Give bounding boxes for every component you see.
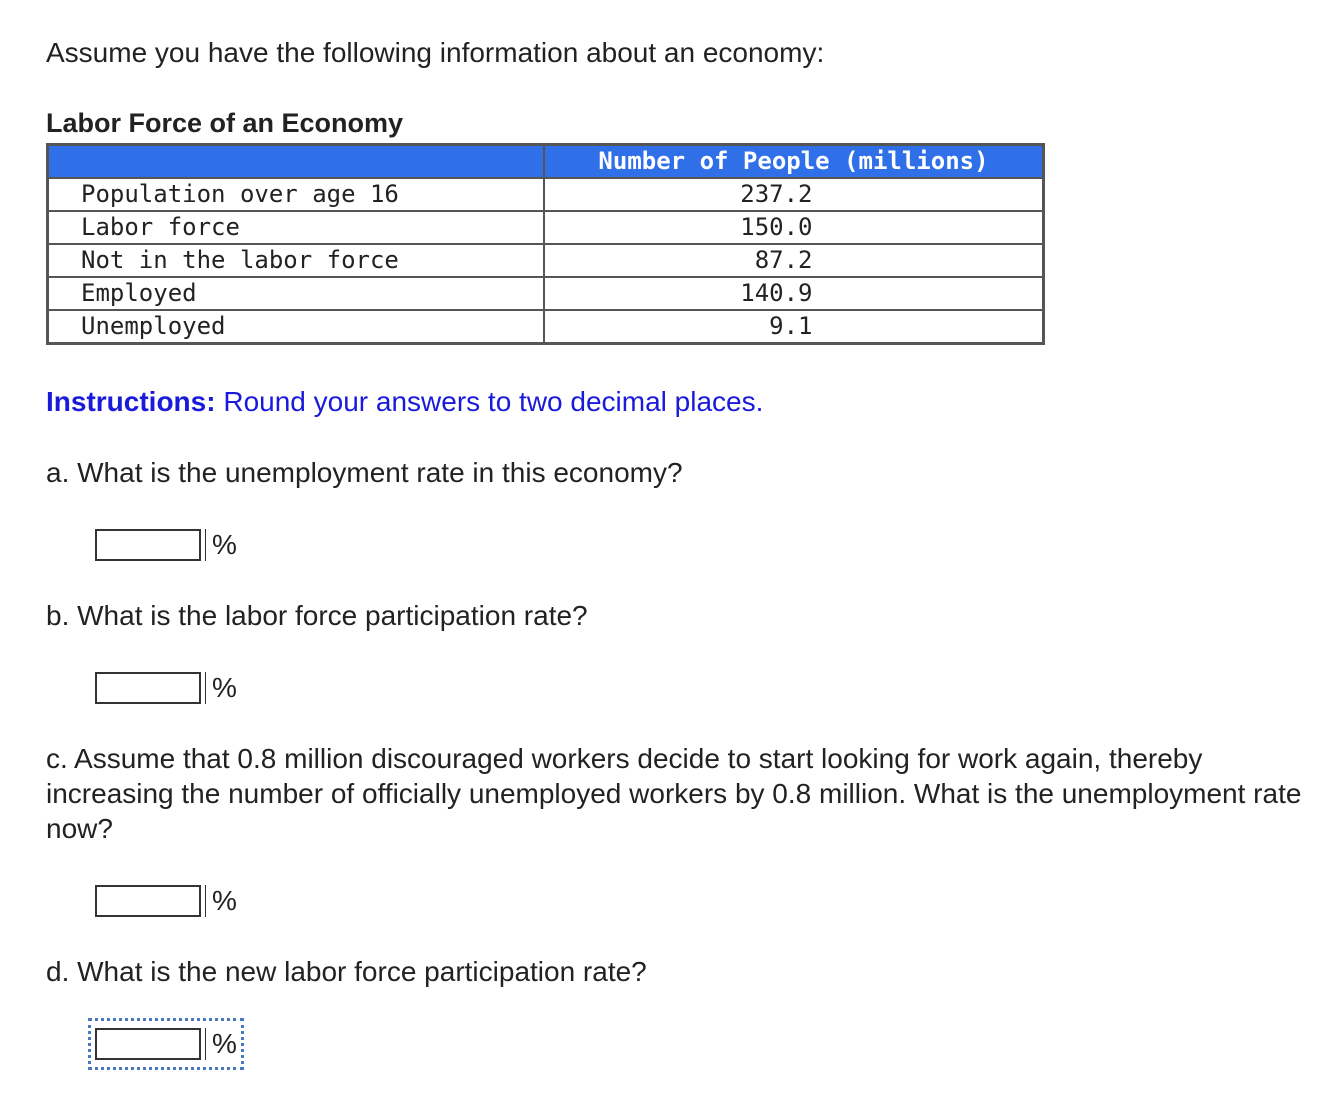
table-header-row [48, 145, 1043, 178]
labor-force-table [46, 143, 1045, 345]
answer-a-unit: % [212, 529, 237, 560]
row-label: Labor force [48, 211, 544, 244]
table-row [48, 244, 1043, 277]
answer-c-divider [205, 885, 206, 917]
row-value: 237.2 [740, 180, 813, 208]
row-label: Employed [48, 277, 544, 310]
answer-b [95, 669, 237, 707]
answer-b-input[interactable] [95, 672, 201, 704]
row-label: Population over age 16 [48, 178, 544, 211]
table-row [48, 178, 1043, 211]
row-value: 150.0 [740, 213, 813, 241]
instructions [46, 385, 763, 419]
question-b-prompt: b. What is the labor force participation rate? [46, 600, 588, 631]
question-c-prompt: c. Assume that 0.8 million discouraged workers decide to start looking for work again, thereby increasing the number of officially unemployed workers by 0.8 million. What is the unemployment rate now? [46, 743, 1302, 844]
instructions-lead: Instructions: [46, 386, 216, 417]
answer-d-divider [205, 1028, 206, 1060]
row-label: Unemployed [48, 310, 544, 343]
table-header-blank [48, 145, 544, 178]
row-value: 87.2 [754, 246, 813, 274]
answer-c [95, 882, 237, 920]
answer-c-input[interactable] [95, 885, 201, 917]
answer-b-divider [205, 672, 206, 704]
row-label: Not in the labor force [48, 244, 544, 277]
table-row [48, 211, 1043, 244]
table-row [48, 310, 1043, 343]
table-row [48, 277, 1043, 310]
intro-text: Assume you have the following information about an economy: [46, 37, 825, 68]
answer-b-unit: % [212, 672, 237, 703]
instructions-text: Round your answers to two decimal places. [215, 386, 764, 417]
question-d-prompt: d. What is the new labor force participation rate? [46, 956, 647, 987]
row-value: 140.9 [740, 279, 813, 307]
table-title: Labor Force of an Economy [46, 108, 404, 138]
answer-d [95, 1025, 237, 1063]
answer-c-unit: % [212, 885, 237, 916]
question-a-prompt: a. What is the unemployment rate in this economy? [46, 457, 683, 488]
answer-d-unit: % [212, 1028, 237, 1059]
row-value: 9.1 [769, 312, 813, 340]
answer-d-input[interactable] [95, 1028, 201, 1060]
answer-a [95, 526, 237, 564]
table-header-number: Number of People (millions) [544, 145, 1043, 178]
answer-a-input[interactable] [95, 529, 201, 561]
answer-a-divider [205, 529, 206, 561]
